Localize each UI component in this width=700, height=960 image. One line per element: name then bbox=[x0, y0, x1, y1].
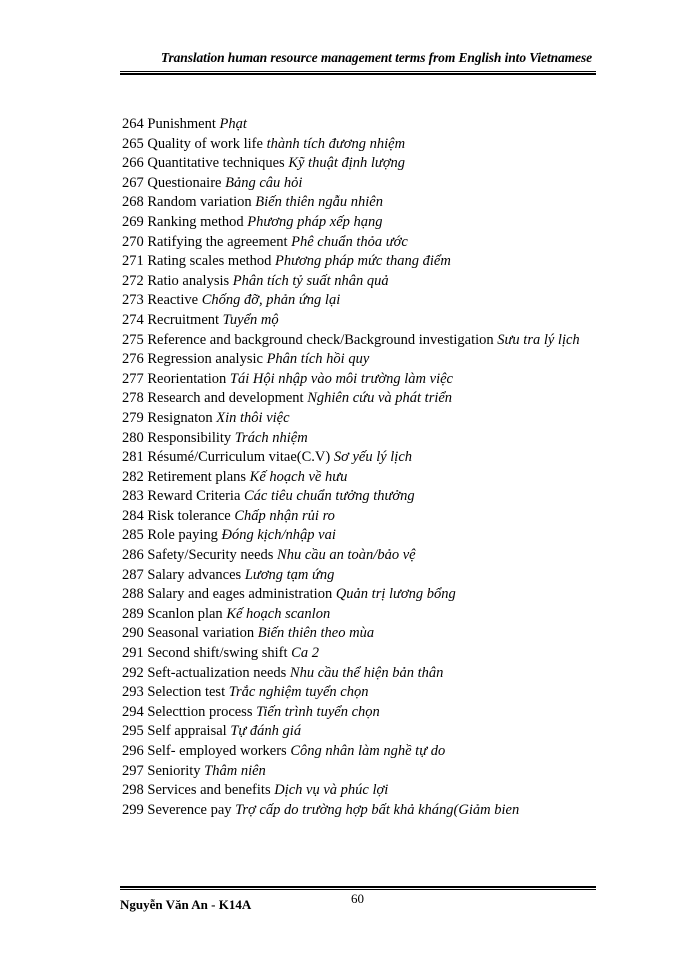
entry-number: 281 bbox=[122, 449, 144, 466]
entry-translation: Dịch vụ và phúc lợi bbox=[274, 782, 389, 799]
entry-term: Selection test bbox=[147, 684, 226, 701]
glossary-entry bbox=[122, 644, 594, 664]
entry-number: 289 bbox=[122, 605, 144, 622]
glossary-entry bbox=[122, 448, 594, 468]
entry-term: Random variation bbox=[147, 194, 252, 211]
glossary-entry bbox=[122, 193, 594, 213]
entry-number: 274 bbox=[122, 311, 144, 328]
entry-translation: Ca 2 bbox=[291, 645, 319, 662]
glossary-entry bbox=[122, 762, 594, 782]
glossary-entry bbox=[122, 546, 594, 566]
entry-number: 288 bbox=[122, 586, 144, 603]
entry-term: Reference and background check/Background investigation bbox=[147, 331, 494, 348]
entry-number: 294 bbox=[122, 703, 144, 720]
entry-number: 280 bbox=[122, 429, 144, 446]
glossary-entry bbox=[122, 135, 594, 155]
entry-translation: Tuyển mộ bbox=[222, 311, 279, 328]
entry-number: 287 bbox=[122, 566, 144, 583]
glossary-list bbox=[122, 115, 594, 820]
glossary-entry bbox=[122, 154, 594, 174]
entry-number: 271 bbox=[122, 253, 144, 270]
entry-number: 270 bbox=[122, 233, 144, 250]
entry-term: Salary advances bbox=[147, 566, 242, 583]
entry-number: 273 bbox=[122, 292, 144, 309]
glossary-entry bbox=[122, 801, 594, 821]
entry-term: Rating scales method bbox=[147, 253, 272, 270]
glossary-entry bbox=[122, 487, 594, 507]
entry-translation: Công nhân làm nghề tự do bbox=[290, 743, 446, 759]
entry-translation: Tái Hội nhập vào môi trường làm việc bbox=[229, 370, 453, 387]
entry-term: Responsibility bbox=[147, 429, 232, 446]
entry-number: 275 bbox=[122, 331, 144, 348]
glossary-entry bbox=[122, 174, 594, 194]
entry-term: Recruitment bbox=[147, 311, 220, 328]
entry-number: 278 bbox=[122, 390, 144, 407]
entry-number: 299 bbox=[122, 801, 144, 818]
glossary-entry bbox=[122, 742, 594, 762]
entry-translation: Chấp nhận rủi ro bbox=[234, 507, 335, 524]
entry-number: 298 bbox=[122, 782, 144, 799]
glossary-entry bbox=[122, 507, 594, 527]
glossary-entry bbox=[122, 526, 594, 546]
entry-term: Ratifying the agreement bbox=[147, 233, 288, 250]
entry-number: 276 bbox=[122, 351, 144, 368]
entry-translation: Trách nhiệm bbox=[234, 429, 308, 446]
entry-term: Reward Criteria bbox=[147, 488, 241, 505]
glossary-entry bbox=[122, 664, 594, 684]
entry-translation: Xin thôi việc bbox=[216, 409, 290, 426]
entry-translation: Chống đỡ, phản ứng lại bbox=[201, 292, 341, 309]
entry-term: Questionaire bbox=[147, 174, 222, 191]
entry-number: 267 bbox=[122, 174, 144, 191]
entry-number: 285 bbox=[122, 527, 144, 544]
entry-number: 277 bbox=[122, 370, 144, 387]
entry-translation: Kế hoạch về hưu bbox=[249, 468, 348, 485]
entry-translation: Trợ cấp do trường hợp bất khả kháng(Giảm bien bbox=[235, 801, 520, 818]
entry-number: 293 bbox=[122, 684, 144, 701]
entry-term: Self- employed workers bbox=[147, 743, 287, 759]
entry-term: Seniority bbox=[147, 762, 201, 779]
glossary-entry bbox=[122, 566, 594, 586]
glossary-entry bbox=[122, 350, 594, 370]
entry-translation: Sơ yếu lý lịch bbox=[333, 449, 413, 466]
entry-translation: Đóng kịch/nhập vai bbox=[221, 527, 336, 544]
entry-number: 286 bbox=[122, 547, 144, 564]
entry-number: 269 bbox=[122, 213, 144, 230]
entry-translation: Phân tích hồi quy bbox=[266, 351, 370, 368]
glossary-entry bbox=[122, 409, 594, 429]
footer-author: Nguyễn Văn An - K14A bbox=[120, 897, 252, 912]
entry-term: Severence pay bbox=[147, 801, 232, 818]
entry-translation: Các tiêu chuẩn tưởng thưởng bbox=[244, 488, 415, 505]
header-rule bbox=[120, 71, 596, 75]
entry-number: 283 bbox=[122, 488, 144, 505]
entry-number: 295 bbox=[122, 723, 144, 740]
page-number: 60 bbox=[351, 891, 364, 906]
entry-term: Regression analysic bbox=[147, 351, 263, 368]
footer-rule bbox=[120, 886, 596, 890]
entry-term: Ratio analysis bbox=[147, 272, 230, 289]
entry-term: Resignaton bbox=[147, 409, 213, 426]
entry-translation: Nhu cầu thể hiện bản thân bbox=[289, 664, 444, 681]
entry-translation: Phương pháp xếp hạng bbox=[247, 213, 383, 230]
entry-translation: Trắc nghiệm tuyển chọn bbox=[228, 684, 369, 701]
entry-term: Reorientation bbox=[147, 370, 227, 387]
entry-term: Second shift/swing shift bbox=[147, 645, 288, 662]
entry-number: 282 bbox=[122, 468, 144, 485]
glossary-entry bbox=[122, 389, 594, 409]
entry-term: Seft-actualization needs bbox=[147, 664, 287, 681]
glossary-entry bbox=[122, 213, 594, 233]
entry-translation: Tự đánh giá bbox=[230, 723, 302, 740]
entry-term: Quality of work life bbox=[147, 135, 263, 152]
glossary-entry bbox=[122, 429, 594, 449]
entry-number: 272 bbox=[122, 272, 144, 289]
entry-number: 264 bbox=[122, 116, 144, 132]
entry-number: 265 bbox=[122, 135, 144, 152]
entry-translation: Biến thiên ngẫu nhiên bbox=[255, 194, 383, 211]
entry-term: Research and development bbox=[147, 390, 304, 407]
entry-translation: Nghiên cứu và phát triển bbox=[307, 390, 453, 407]
entry-translation: thành tích đương nhiệm bbox=[266, 135, 406, 152]
entry-number: 266 bbox=[122, 155, 144, 172]
entry-term: Selecttion process bbox=[147, 703, 253, 720]
entry-translation: Biến thiên theo mùa bbox=[257, 625, 375, 642]
glossary-entry bbox=[122, 291, 594, 311]
entry-translation: Tiến trình tuyển chọn bbox=[256, 703, 380, 720]
glossary-entry bbox=[122, 624, 594, 644]
entry-number: 279 bbox=[122, 409, 144, 426]
glossary-entry bbox=[122, 311, 594, 331]
entry-translation: Kỹ thuật định lượng bbox=[288, 155, 406, 172]
entry-term: Quantitative techniques bbox=[147, 155, 285, 172]
glossary-entry bbox=[122, 331, 594, 351]
entry-number: 290 bbox=[122, 625, 144, 642]
entry-translation: Sưu tra lý lịch bbox=[497, 331, 580, 348]
glossary-entry bbox=[122, 722, 594, 742]
entry-term: Seasonal variation bbox=[147, 625, 255, 642]
entry-translation: Bảng câu hỏi bbox=[225, 174, 303, 191]
entry-translation: Quản trị lương bổng bbox=[335, 586, 456, 603]
entry-term: Risk tolerance bbox=[147, 507, 231, 524]
entry-number: 297 bbox=[122, 762, 144, 779]
entry-number: 291 bbox=[122, 645, 144, 662]
glossary-entry bbox=[122, 605, 594, 625]
glossary-entry bbox=[122, 252, 594, 272]
entry-term: Résumé/Curriculum vitae(C.V) bbox=[147, 449, 331, 466]
entry-term: Retirement plans bbox=[147, 468, 247, 485]
header-title: Translation human resource management terms from English into Vietnamese bbox=[160, 50, 592, 65]
entry-translation: Phê chuẩn thỏa ước bbox=[291, 233, 408, 250]
glossary-entry bbox=[122, 703, 594, 723]
entry-term: Role paying bbox=[147, 527, 218, 544]
entry-translation: Phạt bbox=[219, 116, 247, 132]
entry-number: 292 bbox=[122, 664, 144, 681]
entry-translation: Kế hoạch scanlon bbox=[226, 605, 331, 622]
entry-translation: Lương tạm ứng bbox=[244, 566, 335, 583]
entry-term: Safety/Security needs bbox=[147, 547, 274, 564]
glossary-entry bbox=[122, 781, 594, 801]
entry-translation: Phương pháp mức thang điểm bbox=[275, 253, 451, 270]
glossary-entry bbox=[122, 683, 594, 703]
entry-term: Services and benefits bbox=[147, 782, 271, 799]
entry-number: 296 bbox=[122, 743, 144, 759]
entry-term: Punishment bbox=[147, 116, 216, 132]
glossary-entry bbox=[122, 468, 594, 488]
entry-term: Scanlon plan bbox=[147, 605, 223, 622]
entry-term: Self appraisal bbox=[147, 723, 227, 740]
glossary-entry bbox=[122, 272, 594, 292]
glossary-entry bbox=[122, 233, 594, 253]
entry-translation: Nhu cầu an toàn/bảo vệ bbox=[277, 547, 416, 564]
entry-term: Salary and eages administration bbox=[147, 586, 333, 603]
glossary-entry bbox=[122, 370, 594, 390]
glossary-entry bbox=[122, 585, 594, 605]
entry-number: 268 bbox=[122, 194, 144, 211]
entry-term: Ranking method bbox=[147, 213, 244, 230]
entry-translation: Thâm niên bbox=[204, 762, 266, 779]
glossary-entry bbox=[122, 115, 594, 135]
entry-translation: Phân tích tỷ suất nhân quả bbox=[232, 272, 389, 289]
entry-number: 284 bbox=[122, 507, 144, 524]
entry-term: Reactive bbox=[147, 292, 199, 309]
